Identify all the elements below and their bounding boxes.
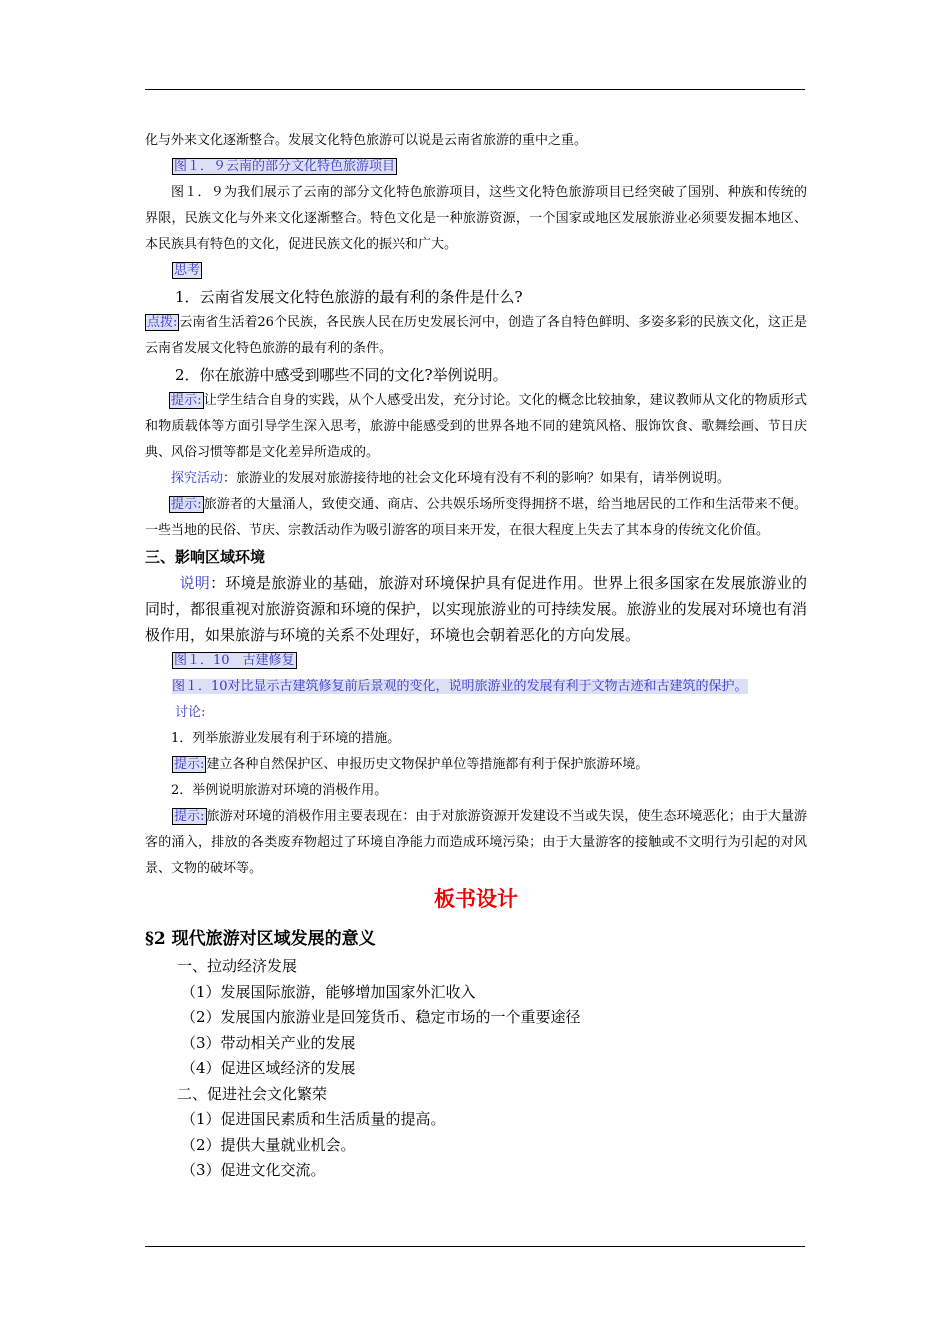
board-part-1-item: （3）带动相关产业的发展 (181, 1033, 356, 1052)
think-answer-1 (145, 310, 807, 362)
hint-text: 旅游者的大量涌人，致使交通、商店、公共娱乐场所变得拥挤不堪，给当地居民的工作和生活带来不便。一些当地的民俗、节庆、宗教活动作为吸引游客的项目来开发，在很大程度上失去了其本身的传统文化价值。 (145, 497, 807, 538)
think-label: 思考 (174, 263, 201, 278)
board-section-title: §2 现代旅游对区域发展的意义 (145, 929, 376, 949)
hint-text: 旅游对环境的消极作用主要表现在：由于对旅游资源开发建设不当或失误，使生态环境恶化；由于大量游客的涌入，排放的各类废弃物超过了环境自净能力而造成环境污染；由于大量游客的接触或不文明行为引起的对风景、文物的破坏等。 (145, 809, 807, 876)
hint-label: 提示: (174, 809, 205, 824)
explain-label: 说明 (179, 574, 211, 592)
board-part-1-item: （2）发展国内旅游业是回笼货币、稳定市场的一个重要途径 (181, 1008, 581, 1026)
board-part-2-item: （3）促进文化交流。 (181, 1161, 326, 1179)
board-part-2: 二、促进社会文化繁荣 (177, 1084, 328, 1103)
figure-1-10-description-line (145, 674, 807, 700)
board-design-title: 板书设计 (434, 887, 518, 911)
think-question-1: 1．云南省发展文化特色旅游的最有利的条件是什么? (175, 288, 523, 306)
hint-label: 提示: (174, 757, 205, 772)
discuss-hint-2 (145, 804, 807, 882)
figure-1-9-caption: 图１．９云南的部分文化特色旅游项目 (174, 159, 396, 174)
discuss-label: 讨论: (175, 705, 206, 720)
figure-1-10-caption-line (145, 648, 807, 674)
hint-text: 让学生结合自身的实践，从个人感受出发，充分讨论。文化的概念比较抽象，建议教师从文化的物质形式和物质载体等方面引导学生深入思考，旅游中能感受到的世界各地不同的建筑风格、服饰饮食、歌舞绘画、节日庆典、风俗习惯等都是文化差异所造成的。 (145, 393, 807, 460)
explain-text: ：环境是旅游业的基础，旅游对环境保护具有促进作用。世界上很多国家在发展旅游业的同时，都很重视对旅游资源和环境的保护，以实现旅游业的可持续发展。旅游业的发展对环境也有消极作用，如果旅游与环境的关系不处理好，环境也会朝着恶化的方向发展。 (145, 574, 807, 644)
hint-text: 云南省生活着26个民族，各民族人民在历史发展长河中，创造了各自特色鲜明、多姿多彩的民族文化，这正是云南省发展文化特色旅游的最有利的条件。 (145, 315, 807, 356)
section-3-explain (145, 570, 807, 648)
hint-label: 提示: (171, 393, 202, 408)
explore-hint (145, 492, 807, 544)
hint-label: 提示: (171, 497, 202, 512)
intro-paragraph: 化与外来文化逐渐整合。发展文化特色旅游可以说是云南省旅游的重中之重。 (145, 133, 588, 148)
explore-activity (145, 466, 807, 492)
think-answer-2 (145, 388, 807, 466)
explore-label: 探究活动 (171, 471, 224, 486)
figure-1-9-description: 图１．９为我们展示了云南的部分文化特色旅游项目，这些文化特色旅游项目已经突破了国别、种族和传统的界限，民族文化与外来文化逐渐整合。特色文化是一种旅游资源，一个国家或地区发展旅游业必须要发掘本地区、本民族具有特色的文化，促进民族文化的振兴和广大。 (145, 185, 807, 252)
section-3-heading: 三、影响区域环境 (145, 548, 266, 566)
figure-1-10-description: 图１．10对比显示古建筑修复前后景观的变化，说明旅游业的发展有利于文物古迹和古建筑的保护。 (172, 679, 748, 694)
discuss-question-1: 1．列举旅游业发展有利于环境的措施。 (171, 731, 401, 746)
page-content (145, 128, 807, 1184)
think-label-line (145, 258, 807, 284)
header-rule (145, 89, 805, 90)
hint-text: 建立各种自然保护区、申报历史文物保护单位等措施都有利于保护旅游环境。 (206, 757, 649, 772)
figure-1-10-caption: 图１．10 古建修复 (174, 653, 295, 668)
discuss-question-2: 2．举例说明旅游对环境的消极作用。 (171, 783, 388, 798)
think-question-2: 2．你在旅游中感受到哪些不同的文化?举例说明。 (175, 366, 508, 384)
board-part-2-item: （1）促进国民素质和生活质量的提高。 (181, 1110, 446, 1128)
board-part-1-item: （4）促进区域经济的发展 (181, 1059, 356, 1077)
discuss-hint-1 (145, 752, 807, 778)
hint-label: 点拨: (147, 315, 178, 330)
figure-1-9-caption-line (145, 154, 807, 180)
explore-text: ：旅游业的发展对旅游接待地的社会文化环境有没有不利的影响？如果有，请举例说明。 (223, 471, 731, 486)
board-part-1: 一、拉动经济发展 (177, 957, 298, 975)
footer-rule (145, 1246, 805, 1247)
board-part-1-item: （1）发展国际旅游，能够增加国家外汇收入 (181, 982, 476, 1001)
board-part-2-item: （2）提供大量就业机会。 (181, 1135, 356, 1154)
